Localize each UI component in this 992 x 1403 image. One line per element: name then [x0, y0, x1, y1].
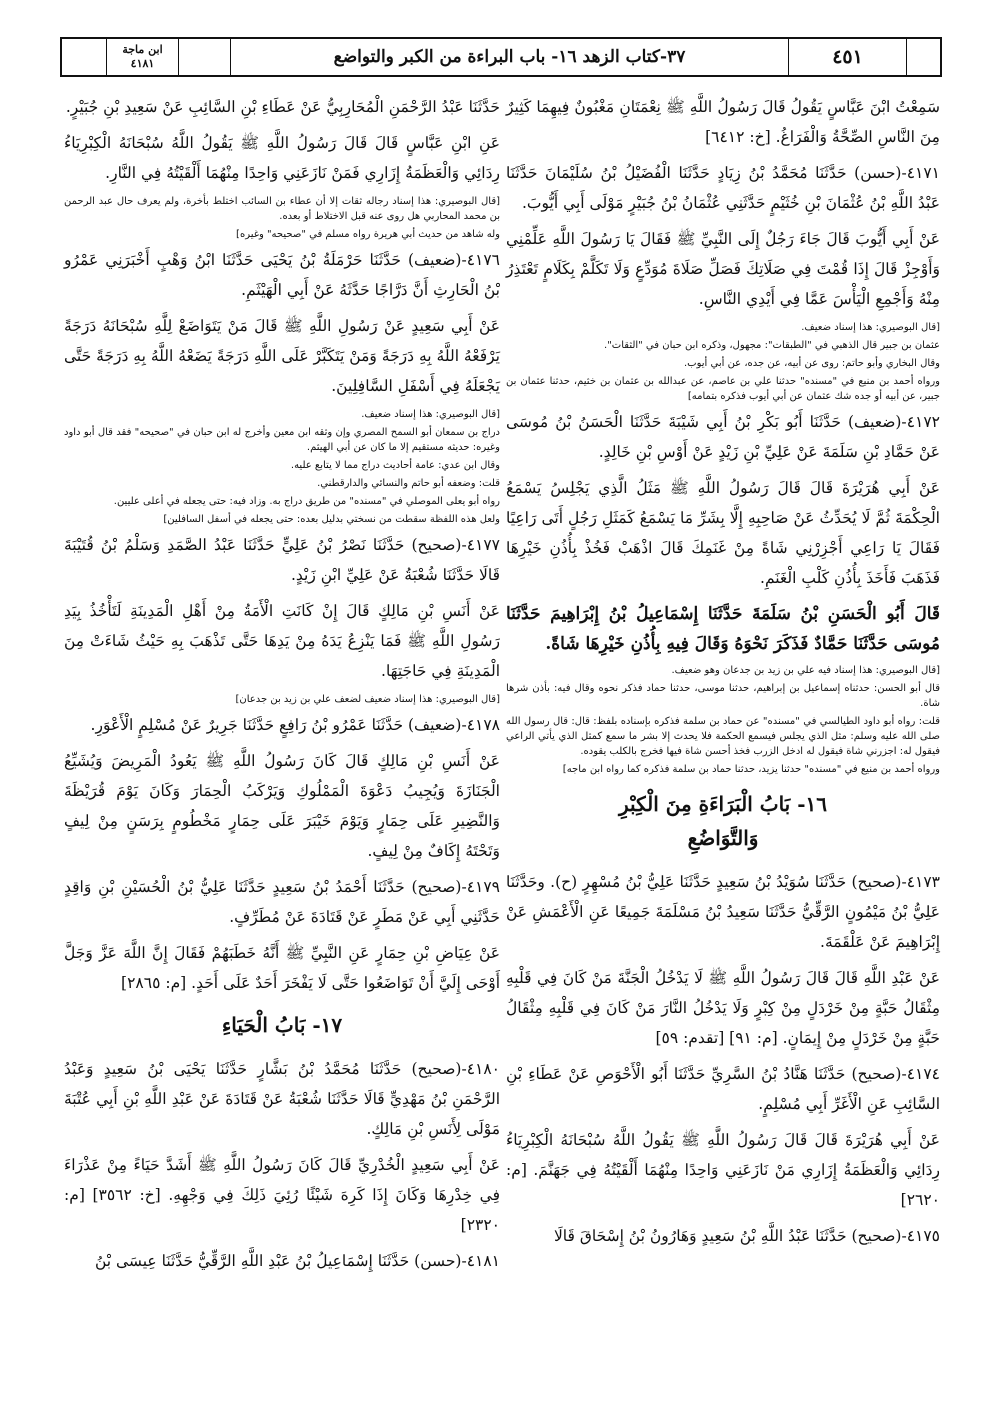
- hadith-4175-matn: عَنِ ابْنِ عَبَّاسٍ قَالَ قَالَ رَسُولُ اللَّهِ ﷺ يَقُولُ اللَّهُ سُبْحَانَهُ الْكِبْرِيَاءُ رِدَائِي وَالْعَظَمَةُ إِزَارِي فَمَنْ نَازَعَنِي وَاحِدًا مِنْهُمَا أَلْقَيْتُهُ فِي النَّارِ.: [64, 134, 500, 182]
- hadith-4175-isnad: ٤١٧٥-(صحيح) حَدَّثَنَا عَبْدُ اللَّهِ بْنُ سَعِيدٍ وَهَارُونُ بْنُ إِسْحَاقَ قَالَا: [553, 1227, 940, 1245]
- right-column: [506, 92, 940, 1257]
- footnote: [قال البوصيري: هذا إسناد ضعيف لضعف علي بن زيد بن جدعان]: [235, 694, 500, 705]
- footnote: ورواه أحمد بن منيع في "مسنده" حدثنا يزيد، حدثنا حماد بن سلمة فذكره كما رواه ابن ماجه]: [562, 764, 940, 775]
- hadith-4173-isnad: ٤١٧٣-(صحيح) حَدَّثَنَا سُوَيْدُ بْنُ سَعِيدٍ حَدَّثَنَا عَلِيُّ بْنُ مُسْهِرٍ (ح). وحَدَّثَنَا عَلِيُّ بْنُ مَيْمُونٍ الرَّقِّيُّ حَدَّثَنَا سَعِيدُ بْنُ مَسْلَمَةَ جَمِيعًا عَنِ الْأَعْمَشِ عَنْ إِبْرَاهِيمَ عَنْ عَلْقَمَةَ.: [506, 873, 940, 951]
- hadith-4172-matn: عَنْ أَبِي هُرَيْرَةَ قَالَ قَالَ رَسُولُ اللَّهِ ﷺ مَثَلُ الَّذِي يَجْلِسُ يَسْمَعُ الْحِكْمَةَ ثُمَّ لَا يُحَدِّثُ عَنْ صَاحِبِهِ إِلَّا بِشَرِّ مَا يَسْمَعُ كَمَثَلِ رَجُلٍ أَتَى رَاعِيًا فَقَالَ يَا رَاعِي أَجْزِرْنِي شَاةً مِنْ غَنَمِكَ قَالَ اذْهَبْ فَخُذْ بِأُذُنِ خَيْرِهَا فَذَهَبَ فَأَخَذَ بِأُذُنِ كَلْبِ الْغَنَمِ.: [506, 479, 940, 587]
- hadith-4174-isnad: ٤١٧٤-(صحيح) حَدَّثَنَا هَنَّادُ بْنُ السَّرِيِّ حَدَّثَنَا أَبُو الْأَحْوَصِ عَنْ عَطَاءِ بْنِ السَّائِبِ عَنِ الْأَغَرِّ أَبِي مُسْلِمٍ.: [506, 1065, 940, 1113]
- hadith-4175-isnad-cont: حَدَّثَنَا عَبْدُ الرَّحْمَنِ الْمُحَارِبِيُّ عَنْ عَطَاءِ بْنِ السَّائِبِ عَنْ سَعِيدِ بْنِ جُبَيْرٍ.: [65, 98, 500, 116]
- header-cell-empty-left: [62, 39, 106, 75]
- footnote: ورواه أحمد بن منيع في "مسنده" حدثنا علي بن عاصم، عن عبدالله بن عثمان بن خثيم، حدثنا عثمان بن جبير، عن أبيه أو جده شك عثمان عن أبي أيوب فذكره بتمامه]: [506, 376, 940, 402]
- header-cell-empty-mid: [178, 39, 230, 75]
- hadith-4177-isnad: ٤١٧٧-(صحيح) حَدَّثَنَا نَصْرُ بْنُ عَلِيٍّ حَدَّثَنَا عَبْدُ الصَّمَدِ وَسَلْمُ بْنُ قُتَيْبَةَ قَالَا حَدَّثَنَا شُعْبَةُ عَنْ عَلِيِّ ابْنِ زَيْدٍ.: [64, 536, 500, 584]
- reference-book: ابن ماجة: [122, 43, 163, 56]
- hadith-4171-matn: عَنْ أَبِي أَيُّوبَ قَالَ جَاءَ رَجُلٌ إِلَى النَّبِيِّ ﷺ فَقَالَ يَا رَسُولَ اللَّهِ عَلِّمْنِي وَأَوْجِزْ قَالَ إِذَا قُمْتَ فِي صَلَاتِكَ فَصَلِّ صَلَاةَ مُوَدِّعٍ وَلَا تَكَلَّمْ بِكَلَامٍ تَعْتَذِرُ مِنْهُ وَأَجْمِعِ الْيَأْسَ عَمَّا فِي أَيْدِي النَّاسِ.: [506, 230, 940, 308]
- abu-al-hasan-addition: قَالَ أَبُو الْحَسَنِ بْنُ سَلَمَةَ حَدَّثَنَا إِسْمَاعِيلُ بْنُ إِبْرَاهِيمَ حَدَّثَنَا مُوسَى حَدَّثَنَا حَمَّادٌ فَذَكَرَ نَحْوَهُ وَقَالَ فِيهِ بِأُذُنِ خَيْرِهَا شَاةً.: [506, 604, 940, 654]
- hadith-4179-matn: عَنْ عِيَاضِ بْنِ حِمَارٍ عَنِ النَّبِيِّ ﷺ أَنَّهُ خَطَبَهُمْ فَقَالَ إِنَّ اللَّهَ عَزَّ وَجَلَّ أَوْحَى إِلَيَّ أَنْ تَوَاضَعُوا حَتَّى لَا يَفْخَرَ أَحَدٌ عَلَى أَحَدٍ. [م: ٢٨٦٥]: [64, 944, 500, 992]
- page-header: [60, 37, 942, 77]
- footnote: [قال البوصيري: هذا إسناد ضعيف.: [801, 322, 940, 333]
- footnote: [قال البوصيري: هذا إسناد فيه علي بن زيد بن جدعان وهو ضعيف.: [671, 665, 940, 676]
- chapter-17-heading: ١٧- بَابُ الْحَيَاءِ: [221, 1013, 343, 1037]
- reference-number: ٤١٨١: [130, 57, 155, 70]
- footnote: [قال البوصيري: هذا إسناد ضعيف.: [361, 409, 500, 420]
- hadith-4181-isnad: ٤١٨١-(حسن) حَدَّثَنَا إِسْمَاعِيلُ بْنُ عَبْدِ اللَّهِ الرَّقِّيُّ حَدَّثَنَا عِيسَى بْنُ: [94, 1252, 500, 1270]
- footnote: رواه أبو يعلى الموصلي في "مسنده" من طريق دراج به. وزاد فيه: حتى يجعله في أعلى عليين.: [113, 496, 500, 507]
- footnote: عثمان بن جبير قال الذهبي في "الطبقات": مجهول، وذكره ابن حبان في "الثقات".: [604, 340, 940, 351]
- footnote: دراج بن سمعان أبو السمح المصري وإن وثقه ابن معين وأخرج له ابن حبان في "صحيحه" فقد قال أبو داود وغيره: حديثه مستقيم إلا ما كان عن أبي الهيثم.: [64, 427, 500, 453]
- footnote: قلت: وضعفه أبو حاتم والنسائي والدارقطني.: [317, 478, 500, 489]
- hadith-4177-matn: عَنْ أَنَسِ بْنِ مَالِكٍ قَالَ إِنْ كَانَتِ الْأَمَةُ مِنْ أَهْلِ الْمَدِينَةِ لَتَأْخُذُ بِيَدِ رَسُولِ اللَّهِ ﷺ فَمَا يَنْزِعُ يَدَهُ مِنْ يَدِهَا حَتَّى تَذْهَبَ بِهِ حَيْثُ شَاءَتْ مِنَ الْمَدِينَةِ فِي حَاجَتِهَا.: [64, 602, 500, 680]
- chapter-16-heading: [506, 787, 940, 855]
- footnote: ولعل هذه اللفظة سقطت من نسختي بدليل بعده: حتى يجعله في أسفل السافلين]: [163, 514, 500, 525]
- footnote: قلت: رواه أبو داود الطيالسي في "مسنده" عن حماد بن سلمة فذكره بإسناده بلفظ: قال: قال رسول الله صلى الله عليه وسلم: مثل الذي يجلس فيسمع الحكمة فلا يحدث إلا بشر ما سمع كمثل الذي يأتي الراعي فيقول له: اجزرني شاة فيقول له ادخل الزرب فخذ أحسن شاة فيها فخرج بالكلب يقوده.: [506, 716, 940, 757]
- footnote: وله شاهد من حديث أبي هريرة رواه مسلم في "صحيحه" وغيره]: [236, 229, 500, 240]
- header-cell-empty-right: [906, 39, 940, 75]
- hadith-reference: [106, 39, 178, 75]
- hadith-matn: سَمِعْتُ ابْنَ عَبَّاسٍ يَقُولُ قَالَ رَسُولُ اللَّهِ ﷺ نِعْمَتَانِ مَغْبُونٌ فِيهِمَا كَثِيرٌ مِنَ النَّاسِ الصِّحَّةُ وَالْفَرَاغُ. [خ: ٦٤١٢]: [506, 98, 940, 146]
- hadith-4172-isnad: ٤١٧٢-(ضعيف) حَدَّثَنَا أَبُو بَكْرِ بْنُ أَبِي شَيْبَةَ حَدَّثَنَا الْحَسَنُ بْنُ مُوسَى عَنْ حَمَّادِ بْنِ سَلَمَةَ عَنْ عَلِيِّ بْنِ زَيْدٍ عَنْ أَوْسِ بْنِ خَالِدٍ.: [506, 413, 940, 461]
- chapter-16-line-2: وَالتَّوَاضُعِ: [687, 826, 759, 850]
- hadith-4171-isnad: ٤١٧١-(حسن) حَدَّثَنَا مُحَمَّدُ بْنُ زِيَادٍ حَدَّثَنَا الْفُضَيْلُ بْنُ سُلَيْمَانَ حَدَّثَنَا عَبْدُ اللَّهِ بْنُ عُثْمَانَ بْنِ خُثَيْمٍ حَدَّثَنِي عُثْمَانُ بْنُ جُبَيْرٍ مَوْلَى أَبِي أَيُّوبَ.: [506, 164, 940, 212]
- hadith-4176-matn: عَنْ أَبِي سَعِيدٍ عَنْ رَسُولِ اللَّهِ ﷺ قَالَ مَنْ يَتَوَاضَعْ لِلَّهِ سُبْحَانَهُ دَرَجَةً يَرْفَعْهُ اللَّهُ بِهِ دَرَجَةً وَمَنْ يَتَكَبَّرْ عَلَى اللَّهِ دَرَجَةً يَضَعْهُ اللَّهُ بِهِ دَرَجَةً حَتَّى يَجْعَلَهُ فِي أَسْفَلِ السَّافِلِينَ.: [64, 317, 500, 395]
- hadith-4180-isnad: ٤١٨٠-(صحيح) حَدَّثَنَا مُحَمَّدُ بْنُ بَشَّارٍ حَدَّثَنَا يَحْيَى بْنُ سَعِيدٍ وَعَبْدُ الرَّحْمَنِ بْنُ مَهْدِيٍّ قَالَا حَدَّثَنَا شُعْبَةُ عَنْ قَتَادَةَ عَنْ عَبْدِ اللَّهِ بْنِ أَبِي عُتْبَةَ مَوْلَى لِأَنَسِ بْنِ مَالِكٍ.: [64, 1060, 500, 1138]
- hadith-4174-matn: عَنْ أَبِي هُرَيْرَةَ قَالَ قَالَ رَسُولُ اللَّهِ ﷺ يَقُولُ اللَّهُ سُبْحَانَهُ الْكِبْرِيَاءُ رِدَائِي وَالْعَظَمَةُ إِزَارِي مَنْ نَازَعَنِي وَاحِدًا مِنْهُمَا أَلْقَيْتُهُ فِي جَهَنَّمَ. [م: ٢٦٢٠]: [506, 1131, 940, 1209]
- left-column: [64, 92, 500, 1282]
- footnote: قال أبو الحسن: حدثناه إسماعيل بن إبراهيم، حدثنا موسى، حدثنا حماد فذكر نحوه وقال فيه: بأذن شرها شاة.: [506, 683, 940, 709]
- page-number: ٤٥١: [788, 39, 906, 75]
- hadith-4179-isnad: ٤١٧٩-(صحيح) حَدَّثَنَا أَحْمَدُ بْنُ سَعِيدٍ حَدَّثَنَا عَلِيُّ بْنُ الْحُسَيْنِ بْنِ وَاقِدٍ حَدَّثَنِي أَبِي عَنْ مَطَرٍ عَنْ قَتَادَةَ عَنْ مُطَرِّفٍ.: [64, 878, 500, 926]
- hadith-4173-matn: عَنْ عَبْدِ اللَّهِ قَالَ قَالَ رَسُولُ اللَّهِ ﷺ لَا يَدْخُلُ الْجَنَّةَ مَنْ كَانَ فِي قَلْبِهِ مِثْقَالُ حَبَّةٍ مِنْ خَرْدَلٍ مِنْ كِبْرٍ وَلَا يَدْخُلُ النَّارَ مَنْ كَانَ فِي قَلْبِهِ مِثْقَالُ حَبَّةٍ مِنْ خَرْدَلٍ مِنْ إِيمَانٍ. [م: ٩١] [تقدم: ٥٩]: [506, 969, 940, 1047]
- chapter-16-line-1: ١٦- بَابُ الْبَرَاءَةِ مِنَ الْكِبْرِ: [619, 792, 827, 816]
- footnote: [قال البوصيري: هذا إسناد رجاله ثقات إلا أن عطاء بن السائب اختلط بأخرة، ولم يعرف حال عبد الرحمن بن محمد المحاربي هل روى عنه قبل الاختلاط أو بعده.: [64, 196, 500, 222]
- hadith-4178-isnad: ٤١٧٨-(ضعيف) حَدَّثَنَا عَمْرُو بْنُ رَافِعٍ حَدَّثَنَا جَرِيرٌ عَنْ مُسْلِمٍ الْأَعْوَرِ.: [90, 716, 500, 734]
- footnote: وقال ابن عدي: عامة أحاديث دراج مما لا يتابع عليه.: [290, 460, 500, 471]
- running-title: ٣٧-كتاب الزهد ١٦- باب البراءة من الكبر والتواضع: [230, 39, 788, 75]
- hadith-4178-matn: عَنْ أَنَسِ بْنِ مَالِكٍ قَالَ كَانَ رَسُولُ اللَّهِ ﷺ يَعُودُ الْمَرِيضَ وَيُشَيِّعُ الْجَنَازَةَ وَيُجِيبُ دَعْوَةَ الْمَمْلُوكِ وَيَرْكَبُ الْحِمَارَ وَكَانَ يَوْمَ قُرَيْظَةَ وَالنَّضِيرِ عَلَى حِمَارٍ وَيَوْمَ خَيْبَرَ عَلَى حِمَارٍ مَخْطُومٍ بِرَسَنٍ مِنْ لِيفٍ وَتَحْتَهُ إِكَافٌ مِنْ لِيفٍ.: [64, 752, 500, 860]
- footnote: وقال البخاري وأبو حاتم: روى عن أبيه، عن جده، عن أبي أيوب.: [684, 358, 940, 369]
- hadith-4180-matn: عَنْ أَبِي سَعِيدٍ الْخُدْرِيِّ قَالَ كَانَ رَسُولُ اللَّهِ ﷺ أَشَدَّ حَيَاءً مِنْ عَذْرَاءَ فِي خِدْرِهَا وَكَانَ إِذَا كَرِهَ شَيْئًا رُئِيَ ذَلِكَ فِي وَجْهِهِ. [خ: ٣٥٦٢] [م: ٢٣٢٠]: [64, 1156, 501, 1234]
- hadith-4176-isnad: ٤١٧٦-(ضعيف) حَدَّثَنَا حَرْمَلَةُ بْنُ يَحْيَى حَدَّثَنَا ابْنُ وَهْبٍ أَخْبَرَنِي عَمْرُو بْنُ الْحَارِثِ أَنَّ دَرَّاجًا حَدَّثَهُ عَنْ أَبِي الْهَيْثَمِ.: [64, 251, 500, 299]
